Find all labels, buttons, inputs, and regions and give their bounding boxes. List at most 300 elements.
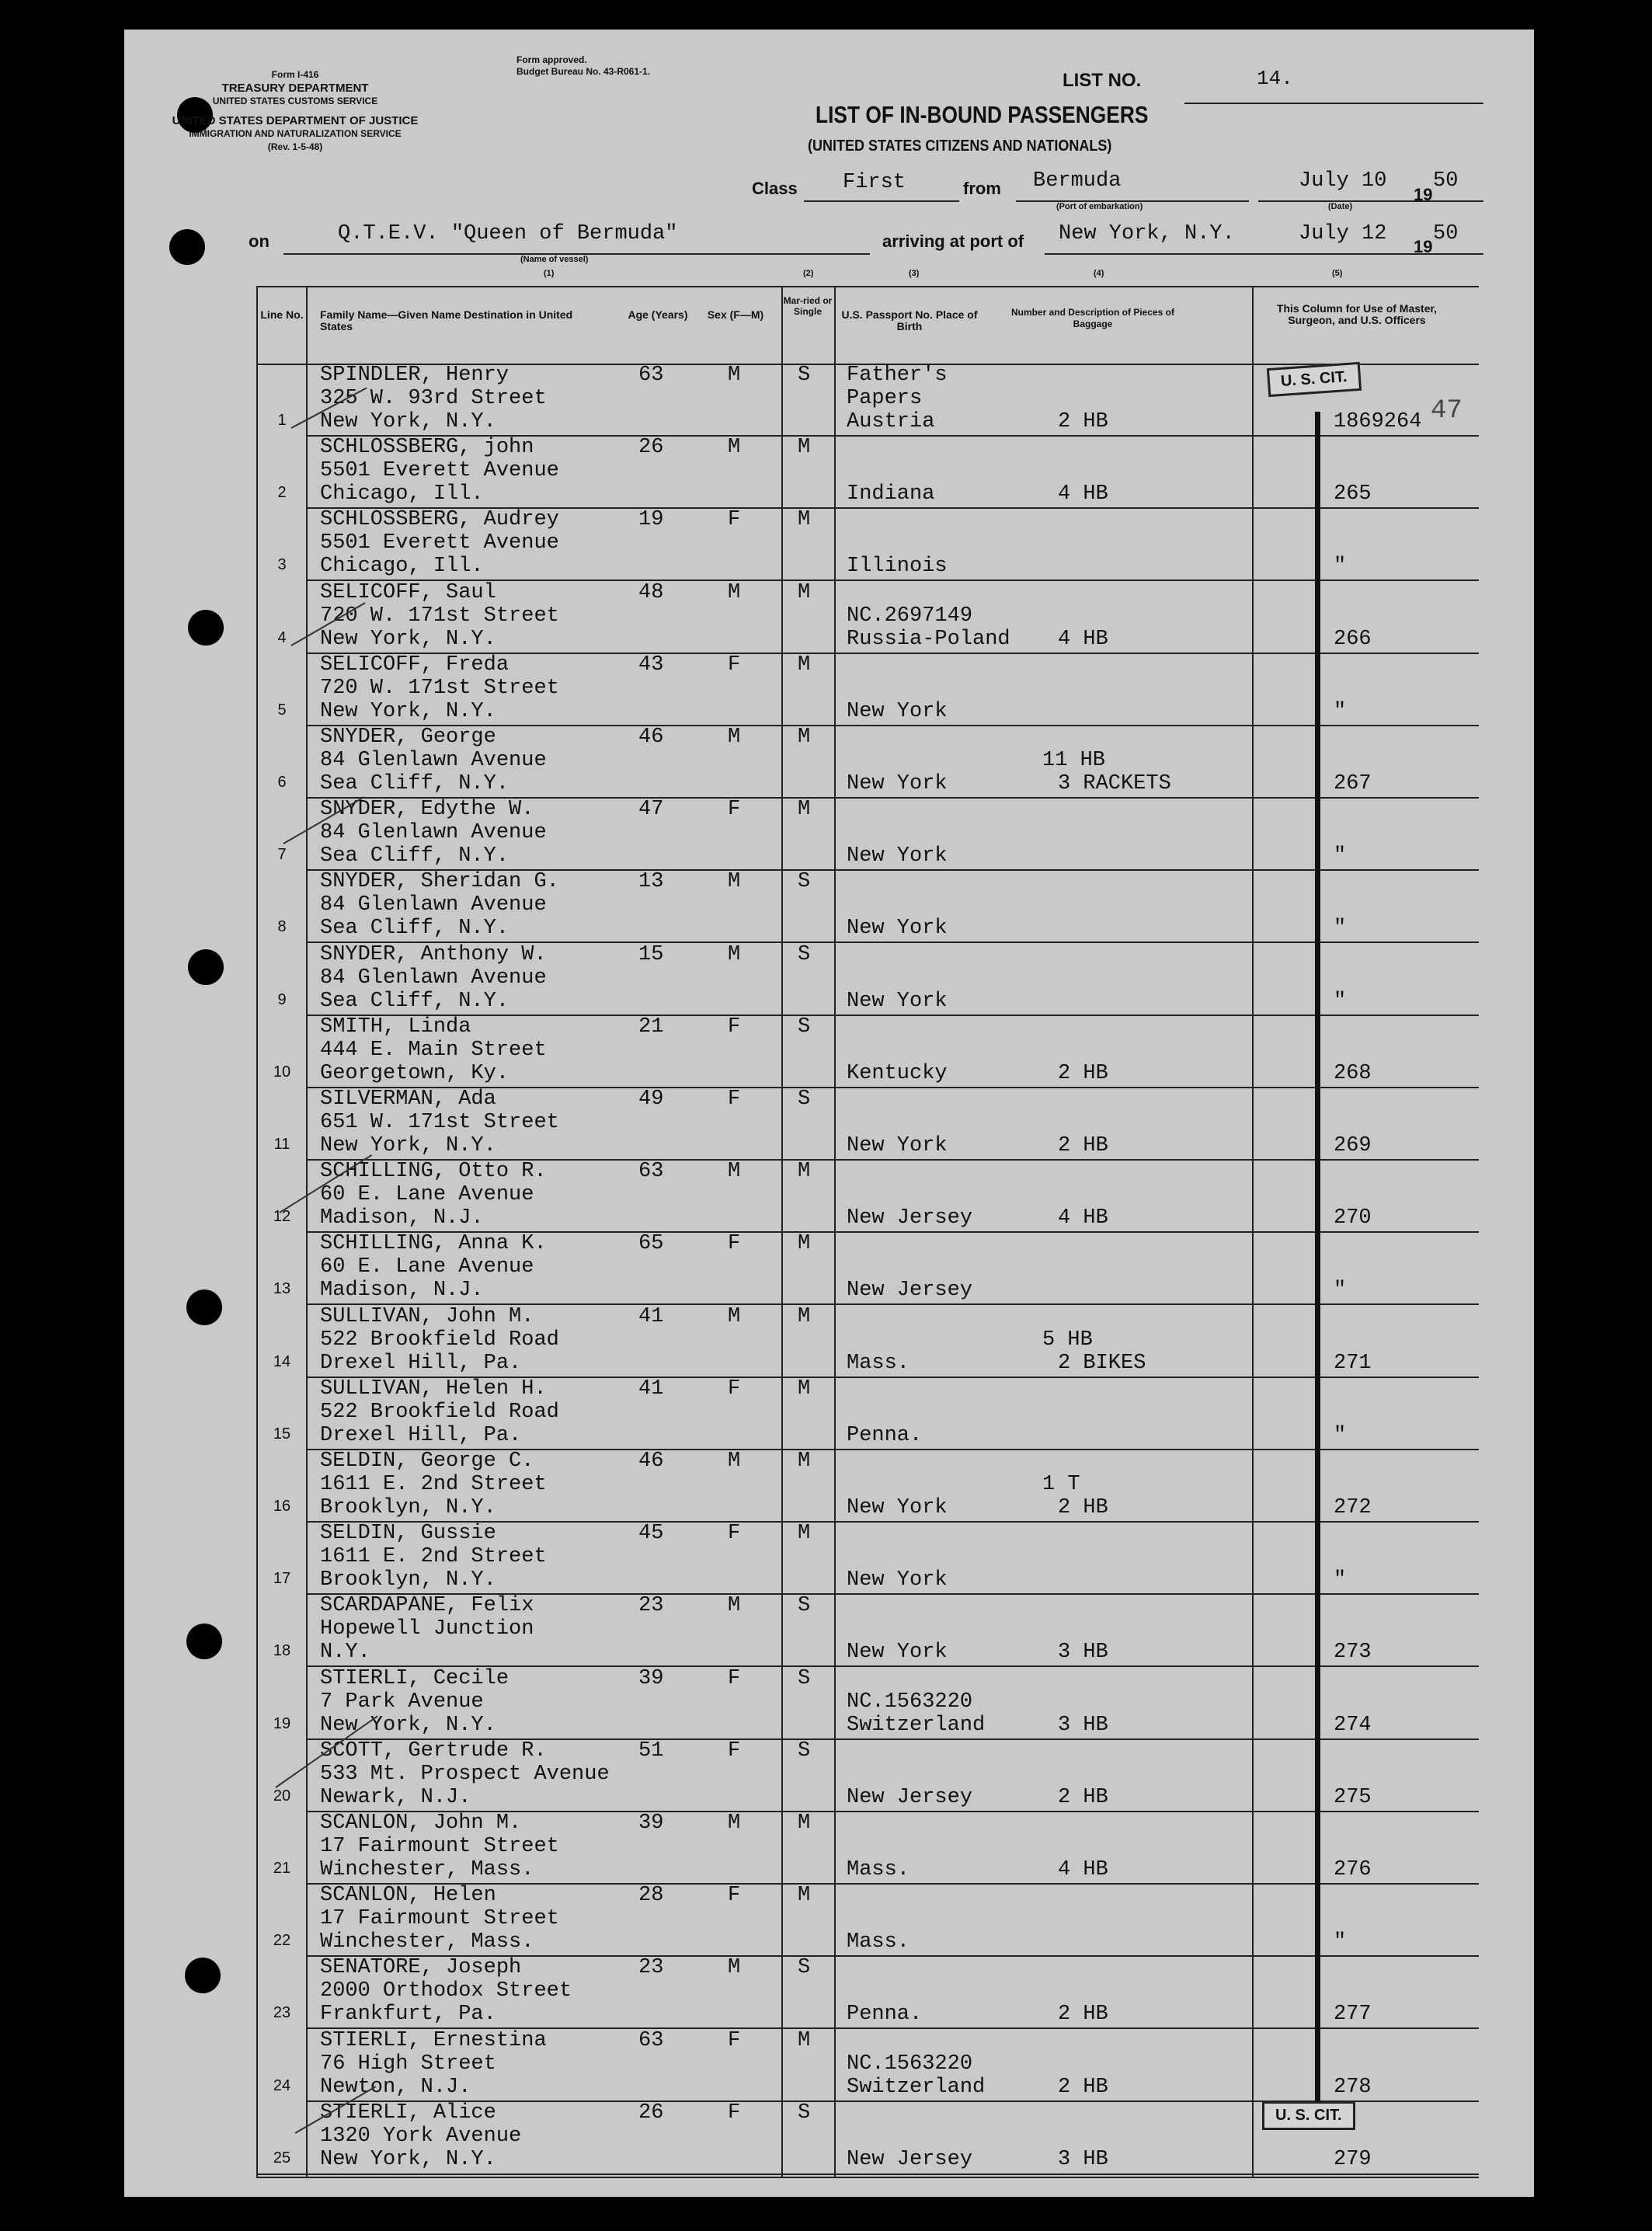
passenger-city: Sea Cliff, N.Y. — [320, 844, 510, 868]
passport-line2: NC.1563220 — [847, 2052, 973, 2076]
passenger-marital: S — [798, 1956, 811, 1980]
passenger-marital: S — [798, 870, 811, 894]
table-row — [258, 1160, 1479, 1232]
passenger-city: Madison, N.J. — [320, 1206, 484, 1230]
row-line-number: 10 — [273, 1063, 291, 1081]
officer-number: 265 — [1334, 482, 1372, 506]
passenger-name: SCHILLING, Anna K. — [320, 1232, 547, 1256]
passenger-age: 15 — [638, 942, 664, 966]
passenger-marital: S — [798, 1739, 811, 1763]
passenger-sex: M — [728, 1594, 741, 1618]
passenger-city: N.Y. — [320, 1641, 370, 1665]
passport-place-of-birth: New York — [847, 699, 948, 723]
passport-place-of-birth: New Jersey — [847, 1785, 973, 1809]
passport-place-of-birth: New York — [847, 1134, 948, 1157]
table-row — [258, 2029, 1479, 2101]
passenger-name: STIERLI, Cecile — [320, 1666, 510, 1690]
passenger-sex: M — [728, 870, 741, 894]
passenger-age: 63 — [638, 364, 664, 387]
passenger-name: STIERLI, Ernestina — [320, 2028, 547, 2052]
passenger-city: Brooklyn, N.Y. — [320, 1568, 496, 1592]
baggage-line2: 2 HB — [1058, 2003, 1108, 2027]
row-line-number: 24 — [273, 2076, 291, 2094]
passenger-city: Brooklyn, N.Y. — [320, 1496, 496, 1519]
row-line-number: 17 — [273, 1570, 291, 1588]
passenger-age: 65 — [638, 1232, 664, 1256]
punch-hole — [169, 229, 205, 265]
row-line-number: 14 — [273, 1352, 291, 1370]
passenger-age: 41 — [638, 1377, 664, 1401]
passport-place-of-birth: New Jersey — [847, 2147, 973, 2171]
passport-place-of-birth: New York — [847, 1568, 948, 1592]
table-row — [258, 1956, 1479, 2028]
passenger-age: 51 — [638, 1739, 664, 1763]
on-label: on — [249, 231, 270, 251]
class-label: Class — [752, 179, 798, 198]
officer-number: 279 — [1334, 2147, 1372, 2171]
passenger-age: 26 — [638, 2100, 664, 2125]
row-line-number: 21 — [273, 1860, 291, 1877]
passenger-marital: S — [798, 1666, 811, 1690]
table-row — [258, 508, 1479, 580]
passenger-address: 720 W. 171st Street — [320, 604, 559, 628]
passenger-city: New York, N.Y. — [320, 699, 496, 723]
passenger-age: 46 — [638, 1450, 664, 1473]
baggage-line2: 2 HB — [1058, 2075, 1108, 2099]
passenger-marital: M — [798, 2028, 811, 2052]
passenger-marital: S — [798, 1015, 811, 1039]
table-row — [258, 581, 1479, 653]
passport-place-of-birth: New York — [847, 1641, 948, 1665]
passport-place-of-birth: New York — [847, 1496, 948, 1519]
passenger-city: New York, N.Y. — [320, 2147, 496, 2171]
passenger-sex: F — [728, 1377, 741, 1401]
list-no-label: LIST NO. — [1062, 70, 1142, 91]
passenger-name: SCHLOSSBERG, john — [320, 436, 534, 460]
officer-number: " — [1334, 844, 1347, 868]
officer-number: " — [1334, 1279, 1347, 1303]
passenger-marital: S — [798, 1088, 811, 1111]
passenger-address: 1611 E. 2nd Street — [320, 1473, 547, 1496]
passenger-city: Newark, N.J. — [320, 1785, 471, 1809]
table-row — [258, 943, 1479, 1015]
arrival-date: July 12 — [1299, 222, 1387, 245]
table-row — [258, 870, 1479, 942]
officer-number: 272 — [1334, 1496, 1372, 1519]
passport-line2: NC.1563220 — [847, 1690, 973, 1714]
passenger-marital: M — [798, 1812, 811, 1835]
passenger-address: 444 E. Main Street — [320, 1038, 547, 1062]
baggage-line2: 2 HB — [1058, 1061, 1108, 1085]
table-row — [258, 1812, 1479, 1884]
table-row — [258, 1739, 1479, 1812]
passenger-sex: M — [728, 1304, 741, 1328]
passport-place-of-birth: New Jersey — [847, 1279, 973, 1303]
row-line-number: 1 — [277, 412, 287, 429]
baggage-line2: 4 HB — [1058, 627, 1108, 651]
passenger-sex: F — [728, 2100, 741, 2125]
passenger-name: SCARDAPANE, Felix — [320, 1594, 534, 1618]
col-age: Age (Years) — [628, 308, 688, 321]
punch-hole — [185, 1958, 221, 1993]
passport-place-of-birth: Kentucky — [847, 1061, 948, 1085]
passenger-marital: M — [798, 653, 811, 677]
passport-place-of-birth: Penna. — [847, 2003, 923, 2027]
passenger-city: Drexel Hill, Pa. — [320, 1351, 522, 1375]
passenger-sex: F — [728, 1015, 741, 1039]
officer-number: 278 — [1334, 2075, 1372, 2099]
passenger-age: 45 — [638, 1522, 664, 1546]
officer-number: 271 — [1334, 1351, 1372, 1375]
class-value: First — [843, 171, 906, 194]
table-row — [258, 1088, 1479, 1160]
us-citizen-stamp: U. S. CIT. — [1267, 362, 1362, 397]
passenger-sex: F — [728, 798, 741, 822]
embark-date: July 10 — [1299, 169, 1387, 193]
row-line-number: 19 — [273, 1714, 291, 1732]
col-line: Line No. — [260, 308, 304, 321]
baggage-line2: 2 HB — [1058, 1785, 1108, 1809]
passenger-name: STIERLI, Alice — [320, 2100, 496, 2125]
passenger-sex: F — [728, 1232, 741, 1256]
col-sex: Sex (F—M) — [707, 308, 764, 321]
passenger-city: Winchester, Mass. — [320, 1858, 534, 1881]
punch-hole — [186, 1290, 222, 1325]
baggage-line2: 2 HB — [1058, 1134, 1108, 1157]
officer-number: 267 — [1334, 772, 1372, 795]
passenger-marital: M — [798, 1884, 811, 1908]
punch-hole — [188, 949, 224, 985]
passenger-name: SPINDLER, Henry — [320, 364, 510, 387]
officer-number: " — [1334, 917, 1347, 941]
baggage-line2: 3 HB — [1058, 1713, 1108, 1737]
passenger-city: Drexel Hill, Pa. — [320, 1423, 522, 1447]
passport-place-of-birth: Switzerland — [847, 2075, 986, 2099]
table-row — [258, 1377, 1479, 1450]
passenger-age: 21 — [638, 1015, 664, 1039]
passenger-sex: F — [728, 2028, 741, 2052]
officer-number: 276 — [1334, 1858, 1372, 1881]
passenger-marital: M — [798, 726, 811, 749]
row-line-number: 15 — [273, 1425, 291, 1443]
passenger-city: New York, N.Y. — [320, 410, 496, 433]
passenger-age: 23 — [638, 1956, 664, 1980]
passenger-address: 1611 E. 2nd Street — [320, 1545, 547, 1569]
passenger-age: 47 — [638, 798, 664, 822]
row-line-number: 8 — [277, 918, 287, 936]
table-row — [258, 1884, 1479, 1956]
passport-place-of-birth: Austria — [847, 410, 935, 433]
passenger-city: Georgetown, Ky. — [320, 1061, 510, 1085]
page-title: LIST OF IN-BOUND PASSENGERS — [816, 101, 1149, 128]
passenger-sex: M — [728, 1812, 741, 1835]
passenger-sex: F — [728, 653, 741, 677]
passenger-name: SNYDER, George — [320, 726, 496, 749]
baggage-line2: 4 HB — [1058, 482, 1108, 506]
passenger-address: 522 Brookfield Road — [320, 1328, 559, 1352]
row-line-number: 23 — [273, 2004, 291, 2022]
table-row — [258, 1522, 1479, 1594]
passenger-name: SULLIVAN, John M. — [320, 1304, 534, 1328]
passenger-sex: M — [728, 942, 741, 966]
passenger-marital: M — [798, 1160, 811, 1184]
passenger-name: SELICOFF, Saul — [320, 580, 496, 604]
table-row — [258, 1305, 1479, 1377]
passenger-name: SNYDER, Edythe W. — [320, 798, 534, 822]
passenger-address: 325 W. 93rd Street — [320, 387, 547, 410]
row-line-number: 2 — [277, 484, 287, 502]
passenger-marital: M — [798, 436, 811, 460]
passenger-address: 17 Fairmount Street — [320, 1907, 559, 1931]
table-row — [258, 1232, 1479, 1304]
passenger-sex: F — [728, 1666, 741, 1690]
passenger-city: Chicago, Ill. — [320, 555, 484, 579]
passport-place-of-birth: Mass. — [847, 1858, 910, 1881]
table-row — [258, 1594, 1479, 1666]
punch-hole — [186, 1624, 222, 1659]
row-line-number: 16 — [273, 1498, 291, 1515]
passenger-address: 5501 Everett Avenue — [320, 459, 559, 483]
agency-block: Form I-416 TREASURY DEPARTMENT UNITED STATES CUSTOMS SERVICE UNITED STATES DEPARTMENT OF JUSTICE IMMIGRATION AND NATURALIZATION SERVICE (Rev. 1-5-48) — [172, 69, 419, 152]
officer-number: 270 — [1334, 1206, 1372, 1230]
passenger-address: 60 E. Lane Avenue — [320, 1183, 534, 1207]
passenger-city: Newton, N.J. — [320, 2075, 471, 2099]
table-row — [258, 1667, 1479, 1739]
passenger-address: 1320 York Avenue — [320, 2124, 522, 2148]
officer-number: " — [1334, 1930, 1347, 1954]
passenger-marital: S — [798, 1594, 811, 1618]
passenger-sex: M — [728, 364, 741, 387]
officer-number: 269 — [1334, 1134, 1372, 1157]
passenger-sex: F — [728, 1088, 741, 1111]
passport-place-of-birth: New Jersey — [847, 1206, 973, 1230]
officer-number: 268 — [1334, 1061, 1372, 1085]
passenger-age: 26 — [638, 436, 664, 460]
passenger-marital: M — [798, 580, 811, 604]
passenger-city: Sea Cliff, N.Y. — [320, 989, 510, 1013]
row-line-number: 18 — [273, 1642, 291, 1660]
passenger-name: SNYDER, Sheridan G. — [320, 870, 559, 894]
passenger-name: SCANLON, John M. — [320, 1812, 522, 1835]
passenger-marital: M — [798, 1522, 811, 1546]
passenger-sex: F — [728, 1884, 741, 1908]
passport-place-of-birth: Russia-Poland — [847, 627, 1010, 651]
table-row — [258, 798, 1479, 870]
passenger-address: 651 W. 171st Street — [320, 1111, 559, 1134]
passenger-address: 84 Glenlawn Avenue — [320, 749, 547, 772]
row-line-number: 9 — [277, 990, 287, 1008]
baggage-line1: 11 HB — [1042, 749, 1106, 772]
passenger-address: 76 High Street — [320, 2052, 496, 2076]
officer-number: 1869264 — [1334, 410, 1422, 433]
baggage-line1: 1 T — [1042, 1473, 1080, 1496]
officer-number: 275 — [1334, 1785, 1372, 1809]
passenger-marital: M — [798, 1377, 811, 1401]
baggage-line2: 2 BIKES — [1058, 1351, 1146, 1375]
officer-number: 273 — [1334, 1641, 1372, 1665]
arrival-port: New York, N.Y. — [1059, 222, 1235, 245]
officer-number: " — [1334, 1568, 1347, 1592]
passenger-table — [256, 286, 1479, 2178]
passenger-city: Chicago, Ill. — [320, 482, 484, 506]
passenger-marital: M — [798, 508, 811, 532]
passenger-name: SILVERMAN, Ada — [320, 1088, 496, 1111]
passenger-name: SELICOFF, Freda — [320, 653, 510, 677]
table-row — [258, 653, 1479, 726]
baggage-line2: 3 HB — [1058, 2147, 1108, 2171]
vessel-name: Q.T.E.V. "Queen of Bermuda" — [338, 222, 678, 245]
row-line-number: 11 — [273, 1136, 290, 1153]
passenger-address: 720 W. 171st Street — [320, 676, 559, 700]
passenger-sex: F — [728, 1522, 741, 1546]
officer-number: 266 — [1334, 627, 1372, 651]
passenger-name: SENATORE, Joseph — [320, 1956, 522, 1980]
passenger-age: 28 — [638, 1884, 664, 1908]
passenger-age: 19 — [638, 508, 664, 532]
passenger-city: New York, N.Y. — [320, 1713, 496, 1737]
row-line-number: 22 — [273, 1932, 291, 1950]
passenger-sex: M — [728, 580, 741, 604]
passenger-marital: M — [798, 1450, 811, 1473]
passenger-marital: S — [798, 942, 811, 966]
baggage-line2: 3 HB — [1058, 1641, 1108, 1665]
from-label: from — [963, 179, 1001, 198]
passenger-city: New York, N.Y. — [320, 1134, 496, 1157]
table-row — [258, 726, 1479, 798]
passport-place-of-birth: New York — [847, 917, 948, 941]
list-no-value: 14. — [1257, 67, 1293, 90]
passenger-city: Frankfurt, Pa. — [320, 2003, 496, 2027]
passenger-age: 63 — [638, 1160, 664, 1184]
col-officers: This Column for Use of Master, Surgeon, and U.S. Officers — [1276, 302, 1438, 326]
passenger-age: 43 — [638, 653, 664, 677]
punch-hole — [188, 610, 224, 646]
passenger-sex: M — [728, 1956, 741, 1980]
passenger-age: 23 — [638, 1594, 664, 1618]
officer-number: " — [1334, 989, 1347, 1013]
port-embarkation: Bermuda — [1033, 169, 1122, 193]
col-married: Mar-ried or Single — [783, 295, 833, 317]
baggage-line2: 3 RACKETS — [1058, 772, 1171, 795]
passenger-name: SELDIN, Gussie — [320, 1522, 496, 1546]
passport-place-of-birth: Indiana — [847, 482, 935, 506]
passenger-marital: S — [798, 364, 811, 387]
passenger-address: 84 Glenlawn Avenue — [320, 821, 547, 845]
officer-number: " — [1334, 699, 1347, 723]
col-passport: U.S. Passport No. Place of Birth — [841, 308, 978, 332]
col-baggage: Number and Description of Pieces of Baggage — [1010, 307, 1175, 329]
passenger-age: 63 — [638, 2028, 664, 2052]
passport-line2: Papers — [847, 387, 923, 410]
passenger-name: SMITH, Linda — [320, 1015, 471, 1039]
passenger-city: Winchester, Mass. — [320, 1930, 534, 1954]
row-line-number: 6 — [277, 774, 287, 791]
baggage-line2: 2 HB — [1058, 410, 1108, 433]
passenger-sex: M — [728, 436, 741, 460]
officer-mark-line — [1315, 412, 1320, 2117]
row-line-number: 13 — [273, 1280, 291, 1298]
row-line-number: 25 — [273, 2149, 291, 2167]
passenger-age: 46 — [638, 726, 664, 749]
passenger-sex: F — [728, 508, 741, 532]
passenger-address: 7 Park Avenue — [320, 1690, 484, 1714]
table-row — [258, 1015, 1479, 1088]
passenger-address: 2000 Orthodox Street — [320, 1979, 572, 2003]
officer-number: " — [1334, 1423, 1347, 1447]
passenger-sex: M — [728, 1450, 741, 1473]
passenger-age: 13 — [638, 870, 664, 894]
passenger-marital: M — [798, 1304, 811, 1328]
table-row — [258, 436, 1479, 508]
baggage-line2: 4 HB — [1058, 1206, 1108, 1230]
passenger-name: SCHLOSSBERG, Audrey — [320, 508, 559, 532]
row-line-number: 7 — [277, 846, 287, 864]
passenger-name: SCANLON, Helen — [320, 1884, 496, 1908]
passport-place-of-birth: Switzerland — [847, 1713, 986, 1737]
passenger-address: 5501 Everett Avenue — [320, 531, 559, 555]
officer-number: 274 — [1334, 1713, 1372, 1737]
passenger-age: 39 — [638, 1812, 664, 1835]
passenger-age: 48 — [638, 580, 664, 604]
passenger-marital: M — [798, 1232, 811, 1256]
table-row — [258, 1450, 1479, 1522]
row-line-number: 12 — [273, 1208, 291, 1226]
passenger-city: Sea Cliff, N.Y. — [320, 917, 510, 941]
passenger-age: 49 — [638, 1088, 664, 1111]
passport-line1: Father's — [847, 364, 948, 387]
baggage-line1: 5 HB — [1042, 1328, 1093, 1352]
row-line-number: 3 — [277, 556, 287, 574]
passenger-age: 39 — [638, 1666, 664, 1690]
arriving-label: arriving at port of — [882, 231, 1024, 251]
passenger-sex: M — [728, 726, 741, 749]
passenger-address: Hopewell Junction — [320, 1617, 534, 1641]
passenger-address: 84 Glenlawn Avenue — [320, 966, 547, 990]
passenger-name: SCOTT, Gertrude R. — [320, 1739, 547, 1763]
passenger-age: 41 — [638, 1304, 664, 1328]
passenger-city: Madison, N.J. — [320, 1279, 484, 1303]
passport-place-of-birth: New York — [847, 989, 948, 1013]
passenger-name: SNYDER, Anthony W. — [320, 942, 547, 966]
page-subtitle: (UNITED STATES CITIZENS AND NATIONALS) — [808, 137, 1112, 155]
passport-place-of-birth: New York — [847, 844, 948, 868]
officer-number: " — [1334, 555, 1347, 579]
officer-number: 277 — [1334, 2003, 1372, 2027]
passenger-name: SULLIVAN, Helen H. — [320, 1377, 547, 1401]
baggage-line2: 4 HB — [1058, 1858, 1108, 1881]
passenger-address: 60 E. Lane Avenue — [320, 1255, 534, 1279]
passport-place-of-birth: Penna. — [847, 1423, 923, 1447]
passport-place-of-birth: New York — [847, 772, 948, 795]
passenger-address: 84 Glenlawn Avenue — [320, 893, 547, 917]
passenger-name: SCHILLING, Otto R. — [320, 1160, 547, 1184]
approval-note: Form approved. Budget Bureau No. 43-R061-1. — [516, 54, 651, 77]
passenger-sex: M — [728, 1160, 741, 1184]
passenger-sex: F — [728, 1739, 741, 1763]
passenger-address: 522 Brookfield Road — [320, 1400, 559, 1424]
passport-place-of-birth: Mass. — [847, 1930, 910, 1954]
baggage-line2: 2 HB — [1058, 1496, 1108, 1519]
passenger-address: 533 Mt. Prospect Avenue — [320, 1762, 610, 1786]
passport-line2: NC.2697149 — [847, 604, 973, 628]
margin-note: 47 — [1431, 396, 1462, 426]
passenger-marital: M — [798, 798, 811, 822]
passenger-name: SELDIN, George C. — [320, 1450, 534, 1473]
us-citizen-stamp: U. S. CIT. — [1262, 2101, 1355, 2130]
col-name: Family Name—Given Name Destination in United States — [320, 308, 573, 332]
row-line-number: 20 — [273, 1787, 291, 1805]
passenger-city: New York, N.Y. — [320, 627, 496, 651]
